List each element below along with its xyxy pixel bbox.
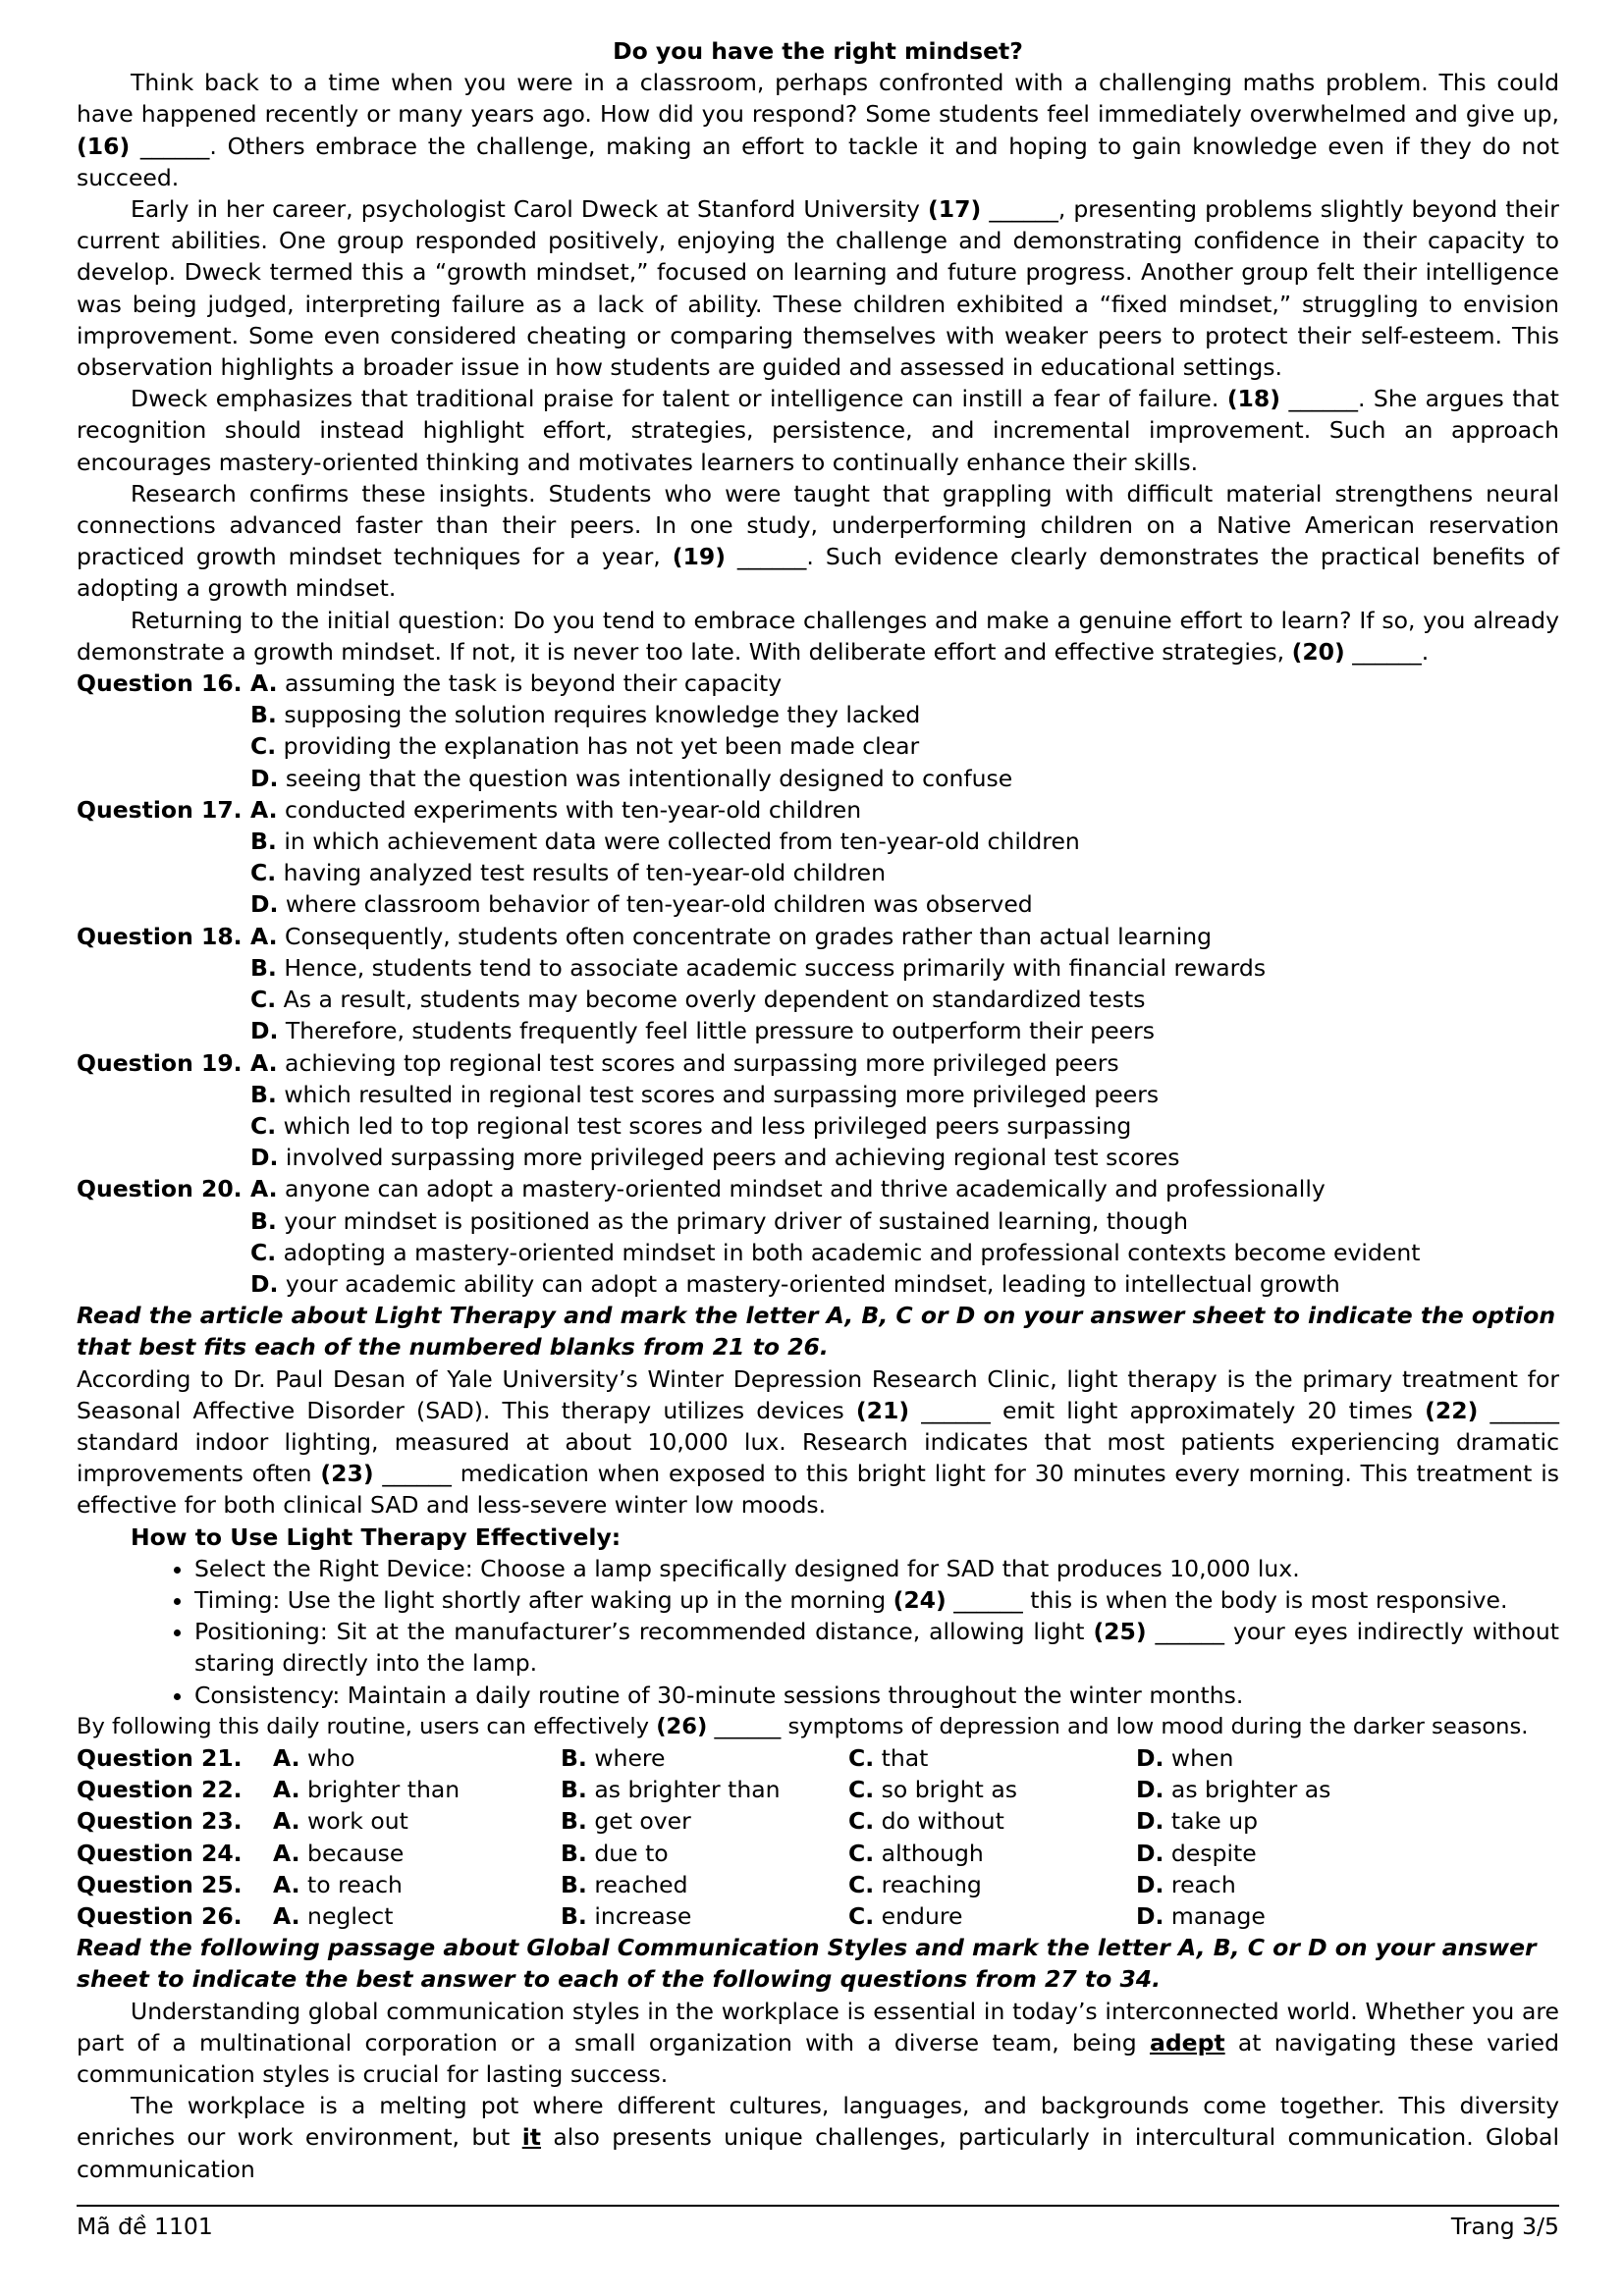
paragraph — [77, 478, 1559, 605]
blank-25: (25) — [1093, 1618, 1147, 1646]
question-label: Question 18. — [77, 922, 243, 950]
text: Early in her career, psychologist Carol Dweck at Stanford University — [131, 195, 920, 224]
option-c[interactable]: C. reaching — [848, 1870, 982, 1898]
option-a[interactable]: A. who — [273, 1743, 355, 1772]
page-number: Trang 3/5 — [1450, 2213, 1559, 2240]
subheading: How to Use Light Therapy Effectively: — [131, 1522, 622, 1551]
question-row-21 — [77, 1742, 1559, 1774]
blank-20: (20) — [1291, 637, 1345, 666]
option-a[interactable]: A. Consequently, students often concentrate on grades rather than actual learning — [250, 922, 1213, 950]
question-row-26 — [77, 1900, 1559, 1932]
blank-16: (16) — [77, 132, 131, 160]
question-label: Question 24. — [77, 1839, 243, 1867]
blank-21: (21) — [855, 1396, 910, 1424]
blank-19: (19) — [672, 543, 726, 571]
option-c[interactable]: C. As a result, students may become overly dependent on standardized tests — [250, 986, 1146, 1014]
option-d[interactable]: D. despite — [1136, 1839, 1257, 1867]
question-block-20 — [77, 1173, 1559, 1300]
option-a[interactable]: A. brighter than — [273, 1776, 460, 1804]
option-b[interactable]: B. as brighter than — [561, 1776, 781, 1804]
page-footer — [77, 2211, 1559, 2242]
question-label: Question 22. — [77, 1776, 243, 1804]
option-b[interactable]: B. supposing the solution requires knowledge they lacked — [250, 701, 921, 729]
option-c[interactable]: C. so bright as — [848, 1776, 1018, 1804]
blank-23: (23) — [320, 1460, 374, 1488]
list-item: • Timing: Use the light shortly after waking up in the morning (24) ______ this is when the body is most responsive. — [194, 1584, 1559, 1616]
bullet-list — [77, 1553, 1559, 1711]
question-label: Question 25. — [77, 1870, 243, 1898]
paragraph: According to Dr. Paul Desan of Yale University’s Winter Depression Research Clinic, light therapy is the primary treatment for Seasonal Affective Disorder (SAD). This therapy utilizes devices (21) ______ emit light approximately 20 times (22) ______ standard indoor lighting, measured at about 10,000 lux. Research indicates that most patients experiencing dramatic improvements often (23) ______ medication when exposed to this bright light for 30 minutes every morning. This treatment is effective for both clinical SAD and less-severe winter low moods. — [77, 1364, 1559, 1520]
text: Dweck emphasizes that traditional praise for talent or intelligence can instill a fear of failure. — [131, 385, 1219, 413]
exam-code: Mã đề 1101 — [77, 2213, 213, 2240]
blank-24: (24) — [893, 1585, 947, 1614]
option-d[interactable]: D. as brighter as — [1136, 1776, 1331, 1804]
blank-26: (26) — [656, 1713, 708, 1739]
section-instruction: Read the following passage about Global Communication Styles and mark the letter A, B, C or D on your answer sheet to indicate the best answer to each of the following questions from 27 to 34. — [77, 1934, 1537, 1994]
option-d[interactable]: D. your academic ability can adopt a mastery-oriented mindset, leading to intellectual growth — [250, 1269, 1340, 1298]
underlined-word-it: it — [521, 2123, 542, 2152]
question-label: Question 21. — [77, 1743, 243, 1772]
section-instruction: Read the article about Light Therapy and mark the letter A, B, C or D on your answer sheet to indicate the option that best fits each of the numbered blanks from 21 to 26. — [77, 1302, 1556, 1362]
question-label: Question 20. — [77, 1175, 243, 1203]
option-b[interactable]: B. where — [561, 1743, 666, 1772]
option-d[interactable]: D. Therefore, students frequently feel little pressure to outperform their peers — [250, 1017, 1156, 1045]
option-c[interactable]: C. having analyzed test results of ten-year-old children — [250, 859, 886, 887]
option-b[interactable]: B. get over — [561, 1807, 691, 1836]
paragraph — [77, 67, 1559, 193]
list-item: • Consistency: Maintain a daily routine of 30-minute sessions throughout the winter months. — [194, 1680, 1559, 1711]
text: ______. Others embrace the challenge, making an effort to tackle it and hoping to gain knowledge even if they do not succeed. — [77, 132, 1559, 191]
option-a[interactable]: A. anyone can adopt a mastery-oriented mindset and thrive academically and professionally — [250, 1175, 1326, 1203]
blank-22: (22) — [1425, 1396, 1479, 1424]
option-d[interactable]: D. involved surpassing more privileged peers and achieving regional test scores — [250, 1144, 1180, 1172]
passage-title: Do you have the right mindset? — [613, 37, 1023, 65]
text: Research confirms these insights. Students who were taught that grappling with difficult material strengthens neural connections advanced faster than their peers. In one study, underperforming children on a Native American reservation practiced growth mindset techniques for a year, — [77, 479, 1559, 571]
underlined-word-adept: adept — [1149, 2028, 1225, 2056]
closing-sentence: By following this daily routine, users can effectively (26) ______ symptoms of depression and low mood during the darker seasons. — [77, 1713, 1529, 1739]
paragraph — [77, 383, 1559, 478]
question-label: Question 17. — [77, 795, 243, 824]
option-a[interactable]: A. achieving top regional test scores and surpassing more privileged peers — [250, 1048, 1119, 1077]
question-label: Question 23. — [77, 1807, 243, 1836]
paragraph — [77, 605, 1559, 667]
options-grid — [77, 1742, 1559, 1932]
option-b[interactable]: B. due to — [561, 1839, 669, 1867]
question-label: Question 16. — [77, 669, 243, 698]
paragraph — [77, 193, 1559, 383]
question-block-18 — [77, 921, 1559, 1047]
option-d[interactable]: D. take up — [1136, 1807, 1259, 1836]
question-row-24 — [77, 1838, 1559, 1869]
option-c[interactable]: C. providing the explanation has not yet been made clear — [250, 732, 920, 761]
option-d[interactable]: D. when — [1136, 1743, 1234, 1772]
option-a[interactable]: A. to reach — [273, 1870, 403, 1898]
question-row-23 — [77, 1805, 1559, 1837]
option-b[interactable]: B. in which achievement data were collected from ten-year-old children — [250, 828, 1080, 856]
question-row-22 — [77, 1774, 1559, 1805]
option-c[interactable]: C. which led to top regional test scores and less privileged peers surpassing — [250, 1111, 1132, 1140]
text: ______. — [1352, 637, 1430, 666]
option-a[interactable]: A. conducted experiments with ten-year-old children — [250, 795, 862, 824]
list-item: • Select the Right Device: Choose a lamp specifically designed for SAD that produces 10,000 lux. — [194, 1553, 1559, 1584]
text: Returning to the initial question: Do you tend to embrace challenges and make a genuine effort to learn? If so, you already demonstrate a growth mindset. If not, it is never too late. With deliberate effort and effective strategies, — [77, 606, 1559, 666]
option-d[interactable]: D. manage — [1136, 1901, 1266, 1930]
option-d[interactable]: D. seeing that the question was intentionally designed to confuse — [250, 764, 1013, 792]
option-c[interactable]: C. endure — [848, 1901, 963, 1930]
paragraph: Understanding global communication styles in the workplace is essential in today’s interconnected world. Whether you are part of a multinational corporation or a small organization with a diverse team, being adept at navigating these varied communication styles is crucial for lasting success. — [77, 1997, 1559, 2088]
option-b[interactable]: B. reached — [561, 1870, 688, 1898]
text: Think back to a time when you were in a classroom, perhaps confronted with a challenging maths problem. This could have happened recently or many years ago. How did you respond? Some students feel immediately overwhelmed and give up, — [77, 69, 1559, 129]
option-a[interactable]: A. work out — [273, 1807, 408, 1836]
option-c[interactable]: C. although — [848, 1839, 984, 1867]
option-d[interactable]: D. reach — [1136, 1870, 1236, 1898]
option-c[interactable]: C. adopting a mastery-oriented mindset in both academic and professional contexts become evident — [250, 1238, 1421, 1266]
text: ______, presenting problems slightly beyond their current abilities. One group responded positively, enjoying the challenge and demonstrating confidence in their capacity to develop. Dweck termed this a “growth mindset,” focused on learning and future progress. Another group felt their intelligence was being judged, interpreting failure as a lack of ability. These children exhibited a “fixed mindset,” struggling to envision improvement. Some even considered cheating or comparing themselves with weaker peers to protect their self-esteem. This observation highlights a broader issue in how students are guided and assessed in educational settings. — [77, 195, 1559, 382]
list-item: • Positioning: Sit at the manufacturer’s recommended distance, allowing light (25) ______ your eyes indirectly without staring directly into the lamp. — [194, 1616, 1559, 1679]
option-b[interactable]: B. your mindset is positioned as the primary driver of sustained learning, though — [250, 1206, 1189, 1235]
footer-divider — [77, 2205, 1559, 2207]
option-c[interactable]: C. that — [848, 1743, 929, 1772]
option-b[interactable]: B. which resulted in regional test scores and surpassing more privileged peers — [250, 1080, 1160, 1108]
question-label: Question 19. — [77, 1048, 243, 1077]
option-a[interactable]: A. neglect — [273, 1901, 394, 1930]
question-block-19 — [77, 1047, 1559, 1174]
option-a[interactable]: A. because — [273, 1839, 405, 1867]
question-block-16 — [77, 667, 1559, 794]
option-b[interactable]: B. Hence, students tend to associate academic success primarily with financial rewards — [250, 953, 1267, 982]
blank-18: (18) — [1226, 385, 1280, 413]
text: ______. Such evidence clearly demonstrates the practical benefits of adopting a growth mindset. — [77, 543, 1559, 603]
question-label: Question 26. — [77, 1901, 243, 1930]
option-b[interactable]: B. increase — [561, 1901, 692, 1930]
paragraph: The workplace is a melting pot where different cultures, languages, and backgrounds come together. This diversity enriches our work environment, but it also presents unique challenges, particularly in intercultural communication. Global communication — [77, 2092, 1559, 2183]
question-block-17 — [77, 794, 1559, 921]
option-c[interactable]: C. do without — [848, 1807, 1004, 1836]
option-a[interactable]: A. assuming the task is beyond their capacity — [250, 669, 783, 698]
text: ______. She argues that recognition should instead highlight effort, strategies, persistence, and incremental improvement. Such an approach encourages mastery-oriented thinking and motivates learners to continually enhance their skills. — [77, 385, 1559, 476]
question-row-25 — [77, 1869, 1559, 1900]
blank-17: (17) — [928, 195, 982, 224]
option-d[interactable]: D. where classroom behavior of ten-year-old children was observed — [250, 890, 1033, 919]
